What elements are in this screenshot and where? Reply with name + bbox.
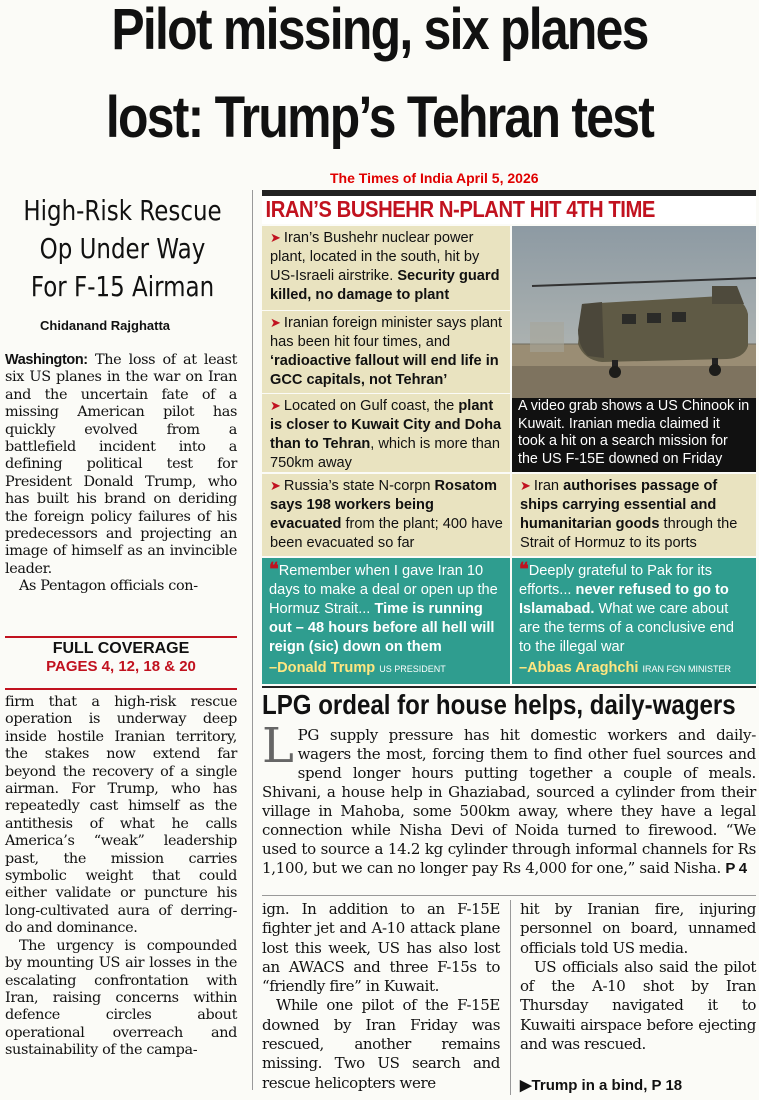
quote-attribution: –Abbas Araghchi [519,660,639,676]
jump-text: Trump in a bind, P 18 [531,1077,683,1094]
arrow-icon: ➤ [270,398,281,413]
article-text: ign. In addition to an F-15E fighter jet and A-10 attack plane lost this week, US has also lost an AWACS and three F-15s to “friendly fire” in Kuwait. [262,900,500,996]
arrow-icon: ➤ [520,478,531,493]
article-text: The loss of at least six US planes in the war on Iran and the uncertain fate of a missing American pilot has quickly evolved from a battlefield incident into a defining political test for President Donald Trump, who has built his brand on deriding the foreign policy failures of his predecessors and projecting an image of himself as an invincible leader. [5,352,237,577]
trump-quote [262,558,510,684]
full-coverage-pages: PAGES 4, 12, 18 & 20 [46,658,196,675]
bullet-text: Russia’s state N-corpn [283,478,431,494]
full-coverage-title: FULL COVERAGE [52,640,190,657]
iran-bullet-4 [262,474,510,556]
byline: Chidanand Rajghatta [40,318,171,333]
article-text: As Pentagon officials con- [19,578,198,595]
quote-title: US PRESIDENT [379,664,446,674]
bullet-bold: plant is closer to Kuwait City and Doha than to Tehran [270,398,502,452]
article-continuation-col3 [520,900,756,1054]
arrow-icon: ➤ [270,230,281,245]
article-text: firm that a high-risk rescue operation is underway deep inside hostile Iranian territory, the stakes now extend far beyond the recovery of a single airman. For Trump, who has repeatedly cast himself as the antithesis of what he calls America’s “weak” leadership past, the mission carries symbolic weight that could either validate or puncture his long-cultivated aura of derring-do and dominance. [5,694,237,937]
article-continuation-col2 [262,900,500,1093]
quote-bold: Time is running out – 48 hours before all hell will reign (sic) down on them [269,601,495,655]
quote-title: IRAN FGN MINISTER [642,664,732,674]
arrow-icon: ➤ [270,315,281,330]
subhead-line: High-Risk Rescue [23,194,222,227]
section-divider [262,895,756,896]
column-divider [510,900,511,1095]
iran-box-title-text: IRAN’S BUSHEHR N-PLANT HIT 4TH TIME [265,196,655,222]
main-headline-line2: lost: Trump’s Tehran test [105,85,654,150]
jump-reference [520,1076,682,1094]
play-arrow-icon: ▶ [520,1077,532,1094]
quote-mark-icon: ❝ [519,559,529,579]
subheadline [22,192,223,306]
bullet-bold: ‘radioactive fallout will end life in GCC capitals, not Tehran’ [270,353,499,388]
lpg-headline-text: LPG ordeal for house helps, daily-wagers [262,689,736,720]
bullet-bold: Security guard killed, no damage to plant [270,268,500,303]
bullet-text: through the Strait of Hormuz to its ports [520,516,738,551]
article-text: US officials also said the pilot of the A-10 shot by Iran Thursday navigated it to Kuwaiti airspace before ejecting and was rescued. [520,957,756,1054]
column-divider [252,190,253,1090]
full-coverage-box [5,636,237,690]
article-text: While one pilot of the F-15E downed by Iran Friday was rescued, another remains missing. Two US search and rescue helicopters were [262,996,500,1092]
iran-bullet-1 [262,226,510,310]
araghchi-quote [512,558,756,684]
main-headline-line1: Pilot missing, six planes [111,0,648,62]
quote-bold: never refused to go to Islamabad. [519,582,729,617]
dateline: Washington: [5,352,88,368]
arrow-icon: ➤ [270,478,281,493]
photo-caption: A video grab shows a US Chinook in Kuwait. Iranian media claimed it took a hit on a search mission for the US F-15E downed on Friday [512,398,756,472]
quote-text: What we care about are the terms of a conclusive end to the illegal war [519,601,734,655]
quote-text: Deeply grateful to Pak for its efforts... [519,563,713,598]
iran-bullet-5 [512,474,756,556]
iran-bullet-3 [262,394,510,472]
iran-box-title [262,190,756,224]
page-reference: P 4 [725,860,747,877]
quote-attribution: –Donald Trump [269,660,376,676]
bullet-bold: Rosatom says 198 workers being evacuated [270,478,497,532]
bullet-text: from the plant; 400 have been evacuated so far [270,516,503,551]
subhead-line: Op Under Way [39,232,206,265]
subhead-line: For F-15 Airman [30,270,215,303]
bullet-text: , which is more than 750km away [270,436,501,471]
chinook-helicopter-photo [512,226,756,398]
lead-article-part1 [5,352,237,596]
bullet-text: Iran [533,478,560,494]
quote-mark-icon: ❝ [269,559,279,579]
bullet-text: Iranian foreign minister says plant has been hit four times, and [270,315,503,350]
iran-bullet-2 [262,311,510,393]
lpg-headline [262,686,756,722]
article-text: The urgency is compounded by mounting US air losses in the escalating confrontation with Iran, raising concerns within defence circles about operational overreach and sustainability of the campa- [5,937,237,1059]
drop-cap: L [262,718,294,774]
bullet-bold: authorises passage of ships carrying essential and humanitarian goods [520,478,718,532]
source-credit: The Times of India April 5, 2026 [330,170,539,186]
bullet-text: Located on Gulf coast, the [283,398,455,414]
article-text: hit by Iranian fire, injuring personnel on board, unnamed officials told US media. [520,900,756,957]
lpg-text: PG supply pressure has hit domestic workers and daily-wagers the most, forcing them to find other fuel sources and spend longer hours putting together a couple of meals. Shivani, a house help in Ghaziabad, sourced a cylinder from their village in Mahoba, some 500km away, where they have a legal connection while Nisha Devi of Noida turned to firewood. “We used to source a 14.2 kg cylinder through informal channels for Rs 1,100, but we can no longer pay Rs 4,000 for one,” said Nisha. [262,726,756,877]
quote-text: Remember when I gave Iran 10 days to make a deal or open up the Hormuz Strait... [269,563,498,617]
lpg-article [262,718,756,878]
bullet-text: Iran’s Bushehr nuclear power plant, located in the south, hit by US-Israeli airstrike. [270,230,480,284]
lead-article-part2 [5,694,237,1060]
